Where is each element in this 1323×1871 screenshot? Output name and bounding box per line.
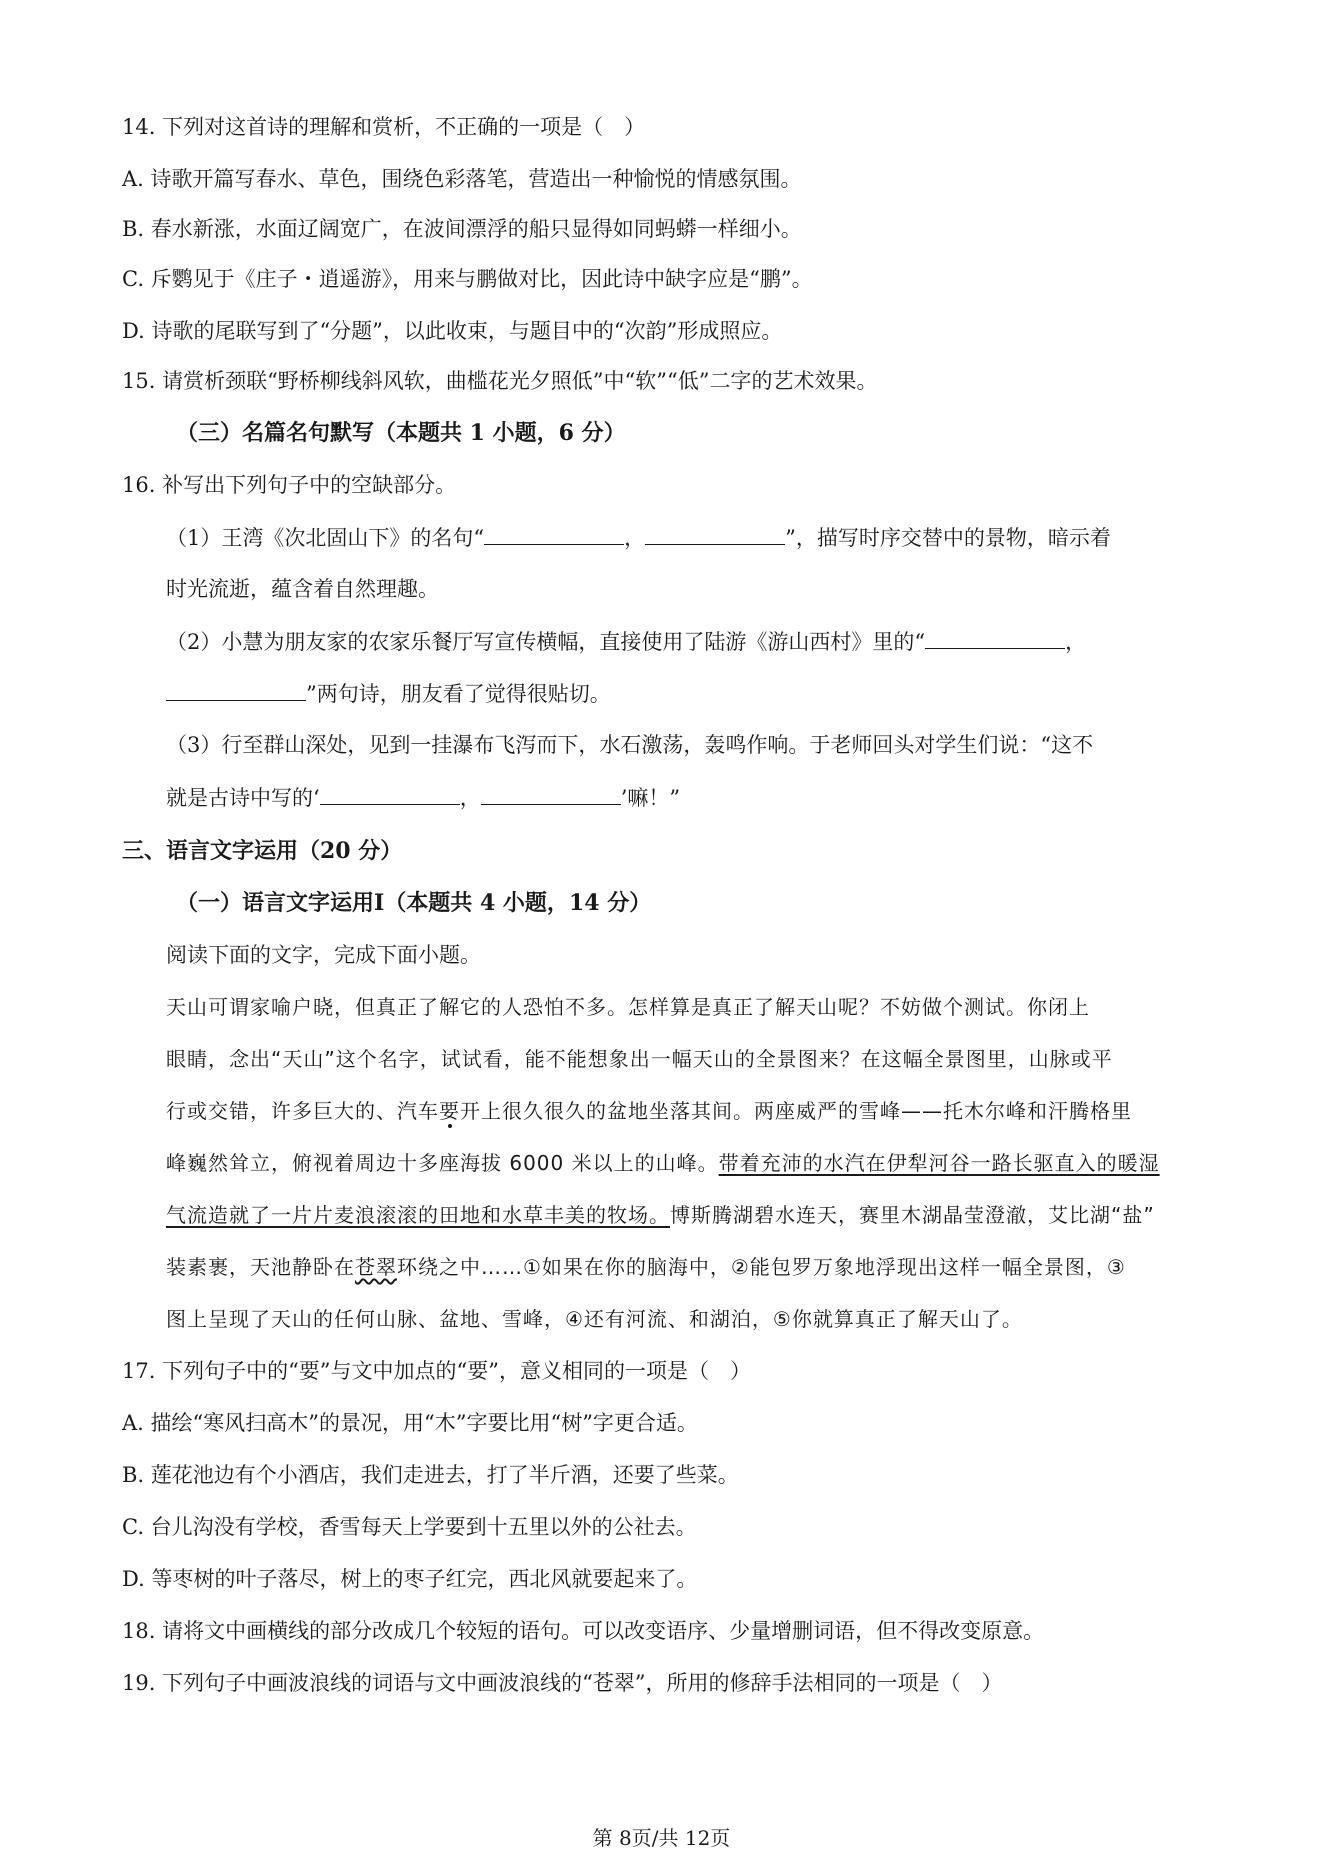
q18-stem: 18. 请将文中画横线的部分改成几个较短的语句。可以改变语序、少量增删词语，但不得改变原意。 — [122, 1619, 1045, 1643]
passage-line-6-text-b: 环绕之中……①如果在你的脑海中，②能包罗万象地浮现出这样一幅全景图，③ — [397, 1255, 1126, 1279]
passage-line-3-text-b: 开上很久很久的盆地坐落其间。两座威严的雪峰——托木尔峰和汗腾格里 — [460, 1099, 1132, 1123]
wavy-underlined-word: 苍翠 — [355, 1255, 397, 1279]
q17-stem: 17. 下列句子中的“要”与文中加点的“要”，意义相同的一项是（ ） — [122, 1359, 752, 1383]
passage-line-3 — [166, 1096, 1132, 1126]
underlined-sentence-part1: 带着充沛的水汽在伊犁河谷一路长驱直入的暖湿 — [718, 1151, 1160, 1175]
q16-part1-line2: 时光流逝，蕴含着自然理趣。 — [166, 577, 439, 601]
q16-part3-text-d: ’嘛！” — [620, 786, 681, 810]
passage-line-1: 天山可谓家喻户晓，但真正了解它的人恐怕不多。怎样算是真正了解天山呢？不妨做个测试。你闭上 — [166, 995, 1090, 1019]
q16-part3-line1: （3）行至群山深处，见到一挂瀑布飞泻而下，水石激荡，轰鸣作响。于老师回头对学生们说：“这不 — [166, 733, 1094, 757]
q15-stem: 15. 请赏析颈联“野桥柳线斜风软，曲槛花光夕照低”中“软”“低”二字的艺术效果。 — [122, 369, 878, 393]
q14-stem: 14. 下列对这首诗的理解和赏析，不正确的一项是（ ） — [122, 115, 646, 139]
dotted-word: 要 — [439, 1099, 460, 1123]
q16-part1-text-b: ， — [624, 526, 646, 550]
q16-part3-line2 — [166, 782, 680, 813]
q16-part1-text-c: ”，描写时序交替中的景物，暗示着 — [785, 526, 1111, 550]
q14-option-a: A. 诗歌开篇写春水、草色，围绕色彩落笔，营造出一种愉悦的情感氛围。 — [122, 167, 802, 191]
passage-line-5-text-b: 博斯腾湖碧水连天，赛里木湖晶莹澄澈，艾比湖“盐” — [670, 1203, 1155, 1227]
q14-option-d: D. 诗歌的尾联写到了“分题”，以此收束，与题目中的“次韵”形成照应。 — [122, 319, 783, 343]
q19-stem: 19. 下列句子中画波浪线的词语与文中画波浪线的“苍翠”，所用的修辞手法相同的一项是（ ） — [122, 1671, 1003, 1695]
q16-part2-line2 — [166, 678, 611, 709]
passage-line-2: 眼睛，念出“天山”这个名字，试试看，能不能想象出一幅天山的全景图来？在这幅全景图里，山脉或平 — [166, 1047, 1113, 1071]
passage-line-6-text-a: 装素裹，天池静卧在 — [166, 1255, 355, 1279]
reading-instruction: 阅读下面的文字，完成下面小题。 — [166, 943, 481, 967]
part-3-title: 三、语言文字运用（20 分） — [122, 838, 403, 864]
answer-blank[interactable] — [645, 522, 785, 545]
passage-line-7: 图上呈现了天山的任何山脉、盆地、雪峰，④还有河流、和湖泊，⑤你就算真正了解天山了。 — [166, 1307, 1023, 1331]
q17-option-d: D. 等枣树的叶子落尽，树上的枣子红完，西北风就要起来了。 — [122, 1567, 698, 1591]
passage-line-6 — [166, 1252, 1126, 1282]
q16-part3-text-b: 就是古诗中写的‘ — [166, 786, 320, 810]
answer-blank[interactable] — [925, 626, 1065, 649]
q16-part1-text-a: （1）王湾《次北固山下》的名句“ — [166, 526, 485, 550]
q16-part2-text-a: （2）小慧为朋友家的农家乐餐厅写宣传横幅，直接使用了陆游《游山西村》里的“ — [166, 630, 926, 654]
q16-part2-text-b: ， — [1065, 630, 1087, 654]
answer-blank[interactable] — [320, 782, 460, 805]
passage-line-5 — [166, 1200, 1155, 1230]
q14-option-c: C. 斥鹦见于《庄子・逍遥游》，用来与鹏做对比，因此诗中缺字应是“鹏”。 — [122, 267, 813, 291]
q17-option-a: A. 描绘“寒风扫高木”的景况，用“木”字要比用“树”字更合适。 — [122, 1411, 698, 1435]
answer-blank[interactable] — [481, 782, 621, 805]
passage-line-4-text-a: 峰巍然耸立，俯视着周边十多座海拔 6000 米以上的山峰。 — [166, 1151, 719, 1175]
answer-blank[interactable] — [166, 678, 306, 701]
q14-option-b: B. 春水新涨，水面辽阔宽广，在波间漂浮的船只显得如同蚂蟒一样细小。 — [122, 217, 802, 241]
q17-option-b: B. 莲花池边有个小酒店，我们走进去，打了半斤酒，还要了些菜。 — [122, 1463, 739, 1487]
section-3-title: （三）名篇名句默写（本题共 1 小题，6 分） — [176, 420, 626, 446]
q16-stem: 16. 补写出下列句子中的空缺部分。 — [122, 473, 457, 497]
q16-part3-text-c: ， — [459, 786, 481, 810]
q17-option-c: C. 台儿沟没有学校，香雪每天上学要到十五里以外的公社去。 — [122, 1515, 697, 1539]
part-3-subtitle: （一）语言文字运用Ⅰ（本题共 4 小题，14 分） — [176, 890, 652, 916]
q16-part2-text-c: ”两句诗，朋友看了觉得很贴切。 — [306, 682, 611, 706]
page-footer: 第 8页/共 12页 — [592, 1826, 731, 1850]
q16-part2-line1 — [166, 626, 1086, 657]
passage-line-4 — [166, 1148, 1160, 1178]
q16-part1-line1 — [166, 522, 1111, 553]
underlined-sentence-part2: 气流造就了一片片麦浪滚滚的田地和水草丰美的牧场。 — [166, 1203, 670, 1227]
passage-line-3-text-a: 行或交错，许多巨大的、汽车 — [166, 1099, 439, 1123]
answer-blank[interactable] — [484, 522, 624, 545]
